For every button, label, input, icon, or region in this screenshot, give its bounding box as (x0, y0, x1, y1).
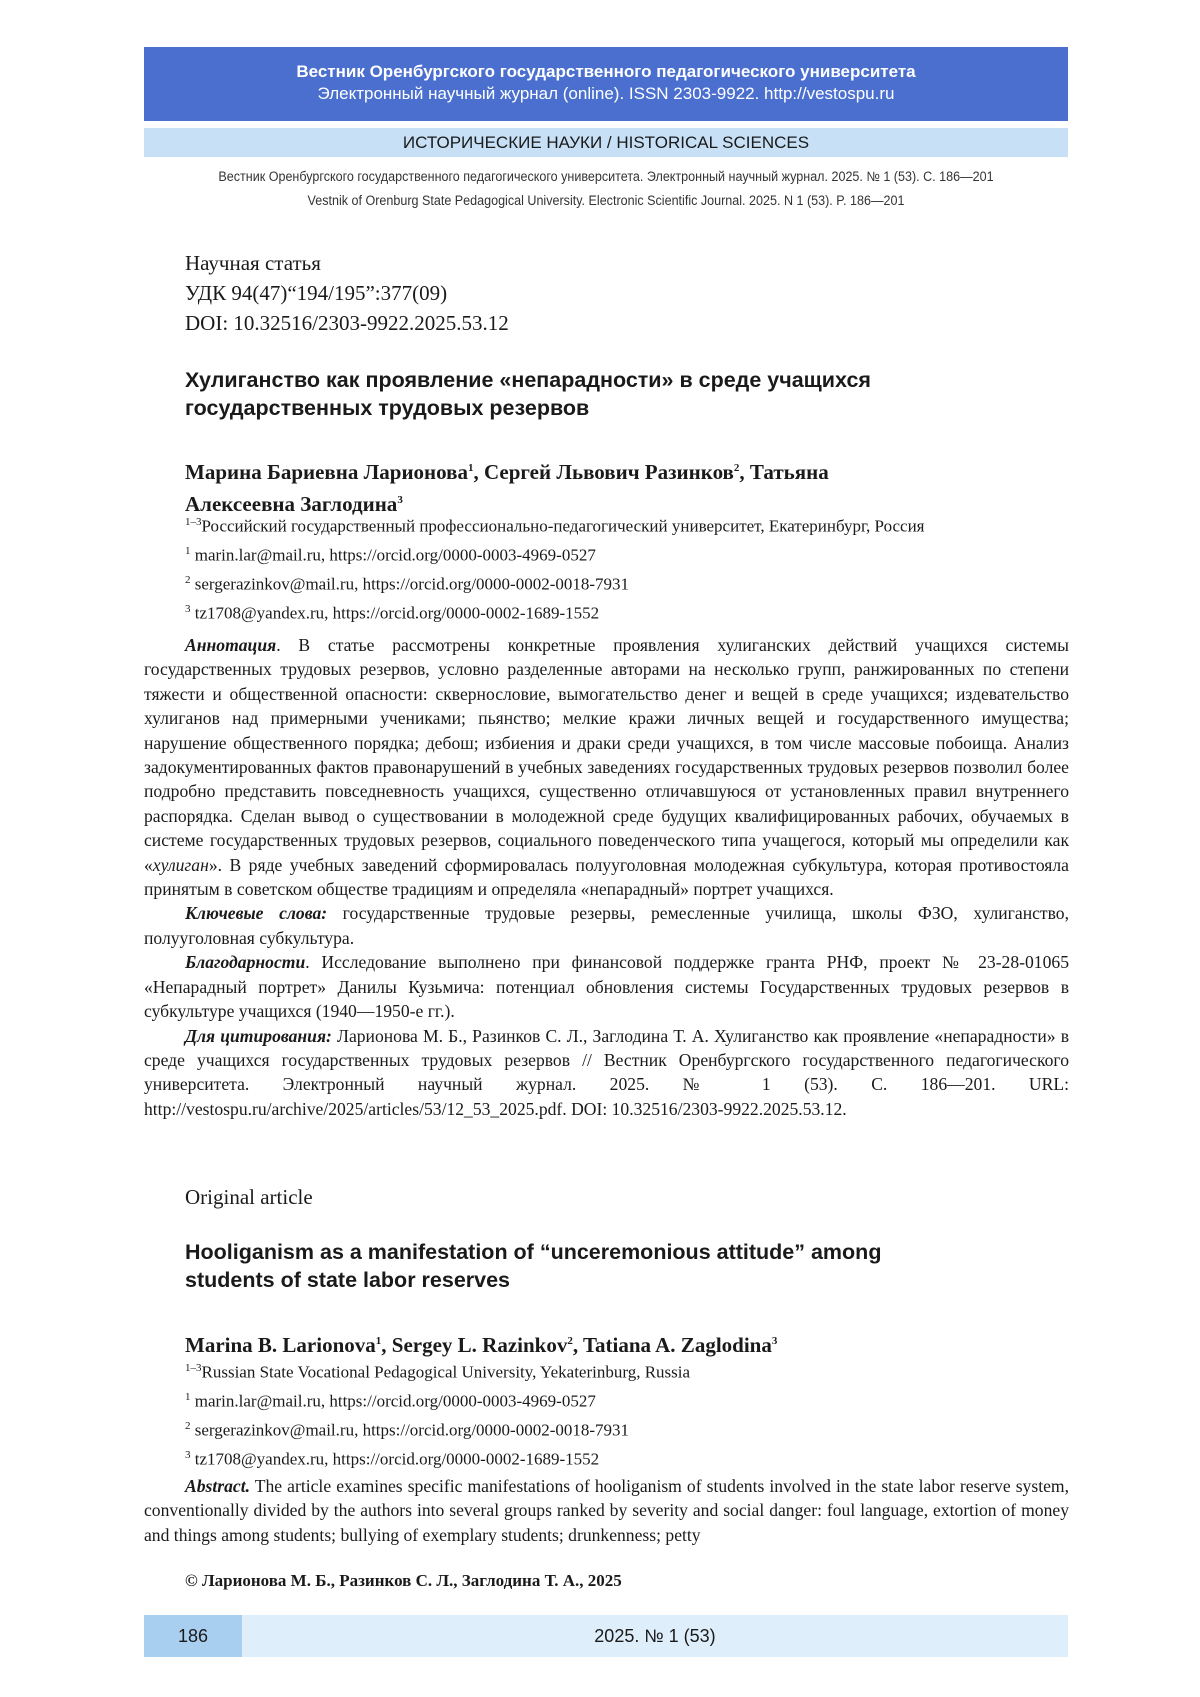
thanks-paragraph: Благодарности. Исследование выполнено при финансовой поддержке гранта РНФ, проект № 23-28-01065 «Непарадный портрет» Данилы Кузьмича: потенциал обновления системы Государственных трудовых резервов в субкультуре учащихся (1940—1950-е гг.). (144, 952, 1069, 1022)
journal-title: Вестник Оренбургского государственного педагогического университета (296, 62, 916, 81)
udc: УДК 94(47)“194/195”:377(09) (185, 281, 448, 305)
contact-line: $^3$ tz1708@yandex.ru, https://orcid.org/0000-0002-1689-1552 (185, 603, 600, 624)
author-sep: , Татьяна (739, 460, 829, 484)
page-number: 186 (144, 1615, 242, 1657)
affiliation-sup: 1–3 (185, 516, 202, 528)
author-name: Сергей Львович Разинков (483, 460, 734, 484)
cite-paragraph: Для цитирования: Ларионова М. Б., Разинков С. Л., Заглодина Т. А. Хулиганство как проявление «непарадности» в среде учащихся государственных трудовых резервов // Вестник Оренбургского государственного педагогического университета. Электронный научный журнал. 2025. № 1 (53). С. 186—201. URL: http://vestospu.ru/archive/2025/articles/53/12_53_2025.pdf. DOI: 10.32516/2303-9922.2025.53.12. (144, 1025, 1070, 1119)
article-type-label: Научная статья (185, 251, 321, 275)
contact-text: tz1708@yandex.ru, https://orcid.org/0000-0002-1689-1552 (194, 604, 600, 624)
title-en (185, 1238, 1065, 1294)
article-type-ru (185, 248, 509, 338)
section-band: ИСТОРИЧЕСКИЕ НАУКИ / HISTORICAL SCIENCES (144, 128, 1068, 157)
title-en-line1: Hooliganism as a manifestation of “unceremonious attitude” among (185, 1240, 882, 1264)
contact-line: $^2$ sergerazinkov@mail.ru, https://orcid.org/0000-0002-0018-7931 (185, 574, 630, 594)
cite-label: Для цитирования: (185, 1025, 332, 1046)
title-ru-line2: государственных трудовых резервов (185, 396, 590, 420)
contact-line: $^1$ marin.lar@mail.ru, https://orcid.org/0000-0003-4969-0527 (185, 1391, 596, 1411)
contact-line: $^1$ marin.lar@mail.ru, https://orcid.org/0000-0003-4969-0527 (185, 545, 596, 565)
abstract-ru (144, 633, 1069, 1121)
author-sep: , (473, 460, 484, 484)
title-ru-line1: Хулиганство как проявление «непарадности» в среде учащихся (185, 368, 871, 392)
abstract-paragraph: Abstract. The article examines specific manifestations of hooliganism of students involved in the state labor reserve system, conventionally divided by the authors into several groups ranked by severity and social danger: foul language, extortion of money and things among students; bullying of exemplary students; drunkenness; petty (144, 1476, 1069, 1545)
authors-ru (185, 454, 1065, 518)
contact-text: sergerazinkov@mail.ru, https://orcid.org/0000-0002-0018-7931 (194, 1420, 630, 1440)
author-sup: 2 (733, 462, 740, 474)
keywords-paragraph: Ключевые слова: государственные трудовые резервы, ремесленные училища, школы ФЗО, хулиганство, полууголовная субкультура. (144, 903, 1069, 948)
author-name: Марина Бариевна Ларионова (185, 460, 468, 484)
author-name: Алексеевна Заглодина (185, 492, 398, 516)
affiliations-ru (185, 510, 1085, 627)
doi: DOI: 10.32516/2303-9922.2025.53.12 (185, 311, 509, 335)
contact-line: $^2$ sergerazinkov@mail.ru, https://orcid.org/0000-0002-0018-7931 (185, 1420, 630, 1440)
journal-header (144, 47, 1068, 121)
title-en-line2: students of state labor reserves (185, 1268, 511, 1292)
affiliation-text: Russian State Vocational Pedagogical University, Yekaterinburg, Russia (201, 1362, 691, 1382)
citation-ru: Вестник Оренбургского государственного педагогического университета. Электронный научный журнал. 2025. № 1 (53). С. 186—201 (218, 169, 994, 184)
keywords-label: Ключевые слова: (185, 903, 328, 924)
author-name: Sergey L. Razinkov (391, 1333, 568, 1357)
affiliation-line (185, 510, 1085, 539)
contact-text: sergerazinkov@mail.ru, https://orcid.org/0000-0002-0018-7931 (194, 574, 630, 594)
contact-text: tz1708@yandex.ru, https://orcid.org/0000-0002-1689-1552 (194, 1450, 600, 1470)
title-ru (185, 366, 1065, 422)
contact-line: $^3$ tz1708@yandex.ru, https://orcid.org/0000-0002-1689-1552 (185, 1449, 600, 1470)
affiliation-line: $^{1-3}$Russian State Vocational Pedagogical University, Yekaterinburg, Russia (185, 1362, 691, 1382)
citation-en: Vestnik of Orenburg State Pedagogical University. Electronic Scientific Journal. 2025. N 1 (53). P. 186—201 (307, 193, 905, 208)
author-name: Tatiana A. Zaglodina (582, 1333, 772, 1357)
contact-text: marin.lar@mail.ru, https://orcid.org/0000-0003-4969-0527 (194, 1391, 596, 1411)
authors-en: Marina B. Larionova$^1$, Sergey L. Razinkov$^2$, Tatiana A. Zaglodina$^3$ (185, 1333, 778, 1357)
copyright: © Ларионова М. Б., Разинков С. Л., Заглодина Т. А., 2025 (185, 1571, 622, 1590)
thanks-label: Благодарности (185, 952, 306, 973)
author-name: Marina B. Larionova (185, 1333, 376, 1357)
issue-label: 2025. № 1 (53) (242, 1615, 1068, 1657)
journal-subtitle: Электронный научный журнал (online). ISSN 2303-9922. http://vestospu.ru (317, 84, 895, 103)
article-type-en: Original article (185, 1185, 313, 1209)
author-sup: 1 (467, 462, 474, 474)
affiliations-en (185, 1356, 1085, 1473)
abstract-label: Abstract. (185, 1476, 251, 1496)
contact-text: marin.lar@mail.ru, https://orcid.org/0000-0003-4969-0527 (194, 545, 596, 565)
affiliation-text: Российский государственный профессионально-педагогический университет, Екатеринбург, Россия (201, 516, 925, 536)
abstract-en (144, 1474, 1069, 1547)
abstract-paragraph: Аннотация. В статье рассмотрены конкретные проявления хулиганских действий учащихся системы государственных трудовых резервов, условно разделенные авторами на несколько групп, ранжированных по степени тяжести и общественной опасности: сквернословие, вымогательство денег и вещей в среде учащихся; издевательство хулиганов над примерными учениками; пьянство; мелкие кражи личных вещей и государственного имущества; нарушение общественного порядка; дебош; избиения и драки среди учащихся, в том числе массовые побоища. Анализ задокументированных фактов правонарушений в учебных заведениях государственных трудовых резервов позволил более подробно представить повседневность учащихся, существенно отличавшуюся от установленных правил внутреннего распорядка. Сделан вывод о существовании в молодежной среде будущих квалифицированных рабочих, обучаемых в системе государственных трудовых резервов, социального поведенческого типа учащегося, который мы определили как «хулиган». В ряде учебных заведений сформировалась полууголовная молодежная субкультура, которая противостояла принятым в советском обществе традициям и определяла «непарадный» портрет учащихся. (144, 635, 1069, 900)
author-sup: 3 (397, 494, 403, 506)
abstract-label: Аннотация (185, 635, 277, 655)
